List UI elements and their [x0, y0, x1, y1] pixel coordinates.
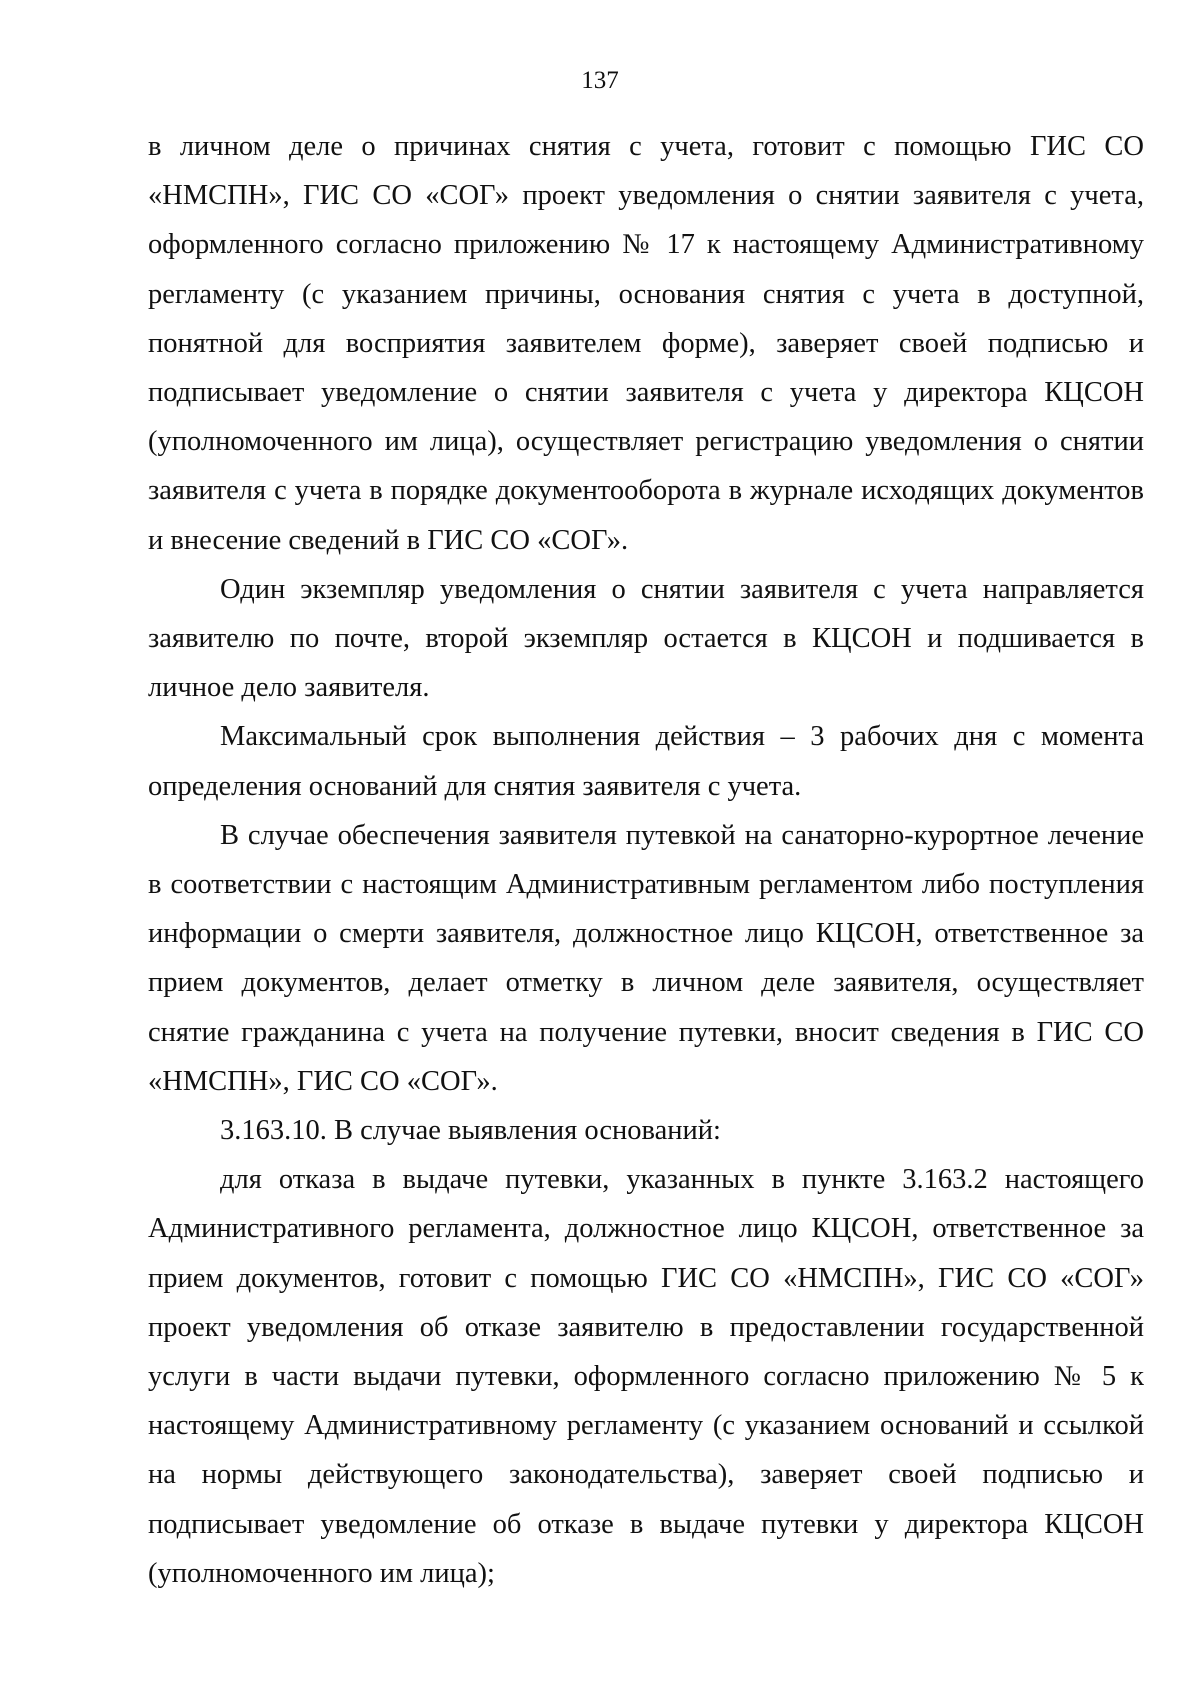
- section-heading-3-163-10: 3.163.10. В случае выявления оснований:: [220, 1115, 721, 1147]
- paragraph-notice-copies: Один экземпляр уведомления о снятии заявителя с учета направляется заявителю по почте, второй экземпляр остается в КЦСОН и подшивается в личное дело заявителя.: [148, 573, 1144, 704]
- paragraph-max-term: Максимальный срок выполнения действия – 3 рабочих дня с момента определения оснований для снятия заявителя с учета.: [148, 721, 1144, 802]
- paragraph-refusal-grounds: для отказа в выдаче путевки, указанных в пункте 3.163.2 настоящего Административного регламента, должностное лицо КЦСОН, ответственное за прием документов, готовит с помощью ГИС СО «НМСПН», ГИС СО «СОГ» проект уведомления об отказе заявителю в предоставлении государственной услуги в части выдачи путевки, оформленного согласно приложению № 5 к настоящему Административному регламенту (с указанием оснований и ссылкой на нормы действующего законодательства), заверяет своей подписью и подписывает уведомление об отказе в выдаче путевки у директора КЦСОН (уполномоченного им лица);: [148, 1164, 1144, 1589]
- document-body: [148, 122, 1144, 1598]
- page-number: 137: [581, 67, 619, 94]
- paragraph-deregistration: В случае обеспечения заявителя путевкой на санаторно-курортное лечение в соответствии с настоящим Административным регламентом либо поступления информации о смерти заявителя, должностное лицо КЦСОН, ответственное за прием документов, делает отметку в личном деле заявителя, осуществляет снятие гражданина с учета на получение путевки, вносит сведения в ГИС СО «НМСПН», ГИС СО «СОГ».: [148, 819, 1144, 1097]
- paragraph-continuation: в личном деле о причинах снятия с учета, готовит с помощью ГИС СО «НМСПН», ГИС СО «СОГ» проект уведомления о снятии заявителя с учета, оформленного согласно приложению № 17 к настоящему Административному регламенту (с указанием причины, основания снятия с учета в доступной, понятной для восприятия заявителем форме), заверяет своей подписью и подписывает уведомление о снятии заявителя с учета у директора КЦСОН (уполномоченного им лица), осуществляет регистрацию уведомления о снятии заявителя с учета в порядке документооборота в журнале исходящих документов и внесение сведений в ГИС СО «СОГ».: [148, 131, 1144, 556]
